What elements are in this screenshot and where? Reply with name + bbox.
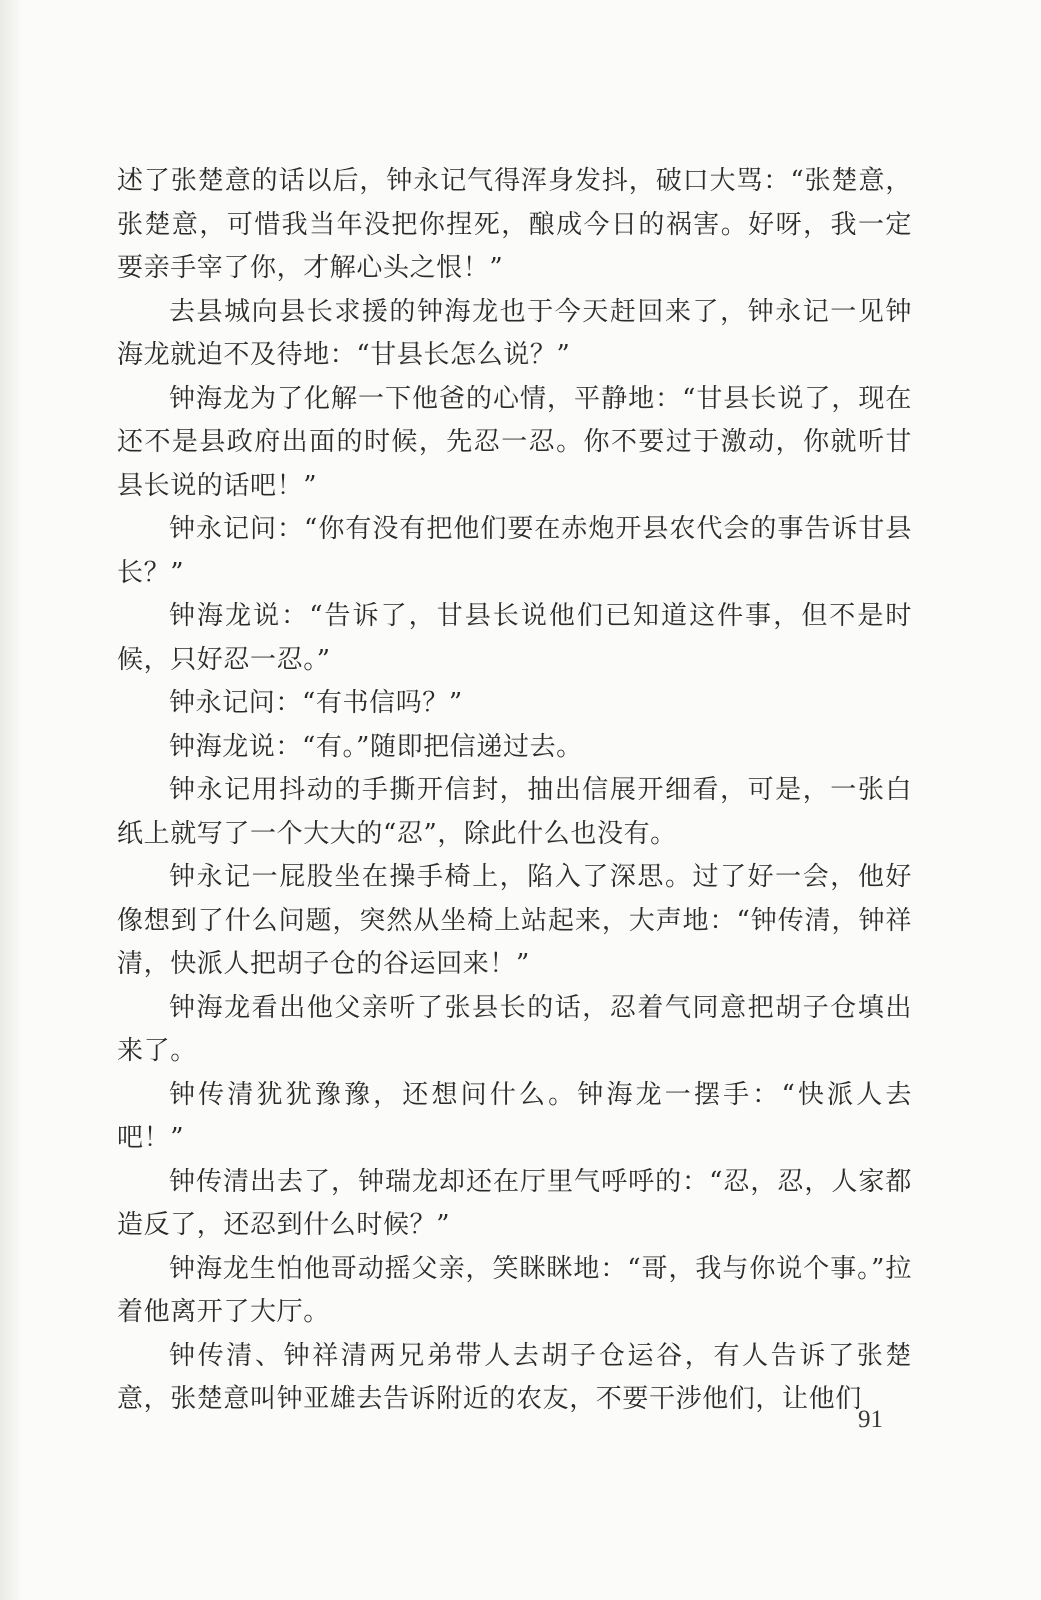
body-text	[117, 160, 912, 1422]
paragraph: 钟海龙看出他父亲听了张县长的话，忍着气同意把胡子仓填出来了。	[117, 992, 912, 1066]
paragraph: 述了张楚意的话以后，钟永记气得浑身发抖，破口大骂：“张楚意，张楚意，可惜我当年没把你捏死，酿成今日的祸害。好呀，我一定要亲手宰了你，才解心头之恨！”	[117, 166, 912, 283]
paragraph: 钟传清、钟祥清两兄弟带人去胡子仓运谷，有人告诉了张楚意，张楚意叫钟亚雄去告诉附近的农友，不要干涉他们，让他们	[117, 1340, 912, 1414]
paragraph: 钟永记一屁股坐在操手椅上，陷入了深思。过了好一会，他好像想到了什么问题，突然从坐椅上站起来，大声地：“钟传清，钟祥清，快派人把胡子仓的谷运回来！”	[117, 862, 912, 979]
paragraph: 钟永记问：“你有没有把他们要在赤炮开县农代会的事告诉甘县长？”	[117, 514, 912, 588]
paragraph: 钟永记用抖动的手撕开信封，抽出信展开细看，可是，一张白纸上就写了一个大大的“忍”，除此什么也没有。	[117, 775, 912, 849]
paragraph: 钟海龙为了化解一下他爸的心情，平静地：“甘县长说了，现在还不是县政府出面的时候，先忍一忍。你不要过于激动，你就听甘县长说的话吧！”	[117, 383, 912, 501]
paragraph: 钟传清犹犹豫豫，还想问什么。钟海龙一摆手：“快派人去吧！”	[117, 1079, 912, 1153]
paragraph: 钟传清出去了，钟瑞龙却还在厅里气呼呼的：“忍，忍，人家都造反了，还忍到什么时候？”	[117, 1166, 912, 1240]
paragraph: 去县城向县长求援的钟海龙也于今天赶回来了，钟永记一见钟海龙就迫不及待地：“甘县长怎么说？”	[117, 296, 912, 370]
paragraph: 钟永记问：“有书信吗？”	[169, 688, 463, 718]
paragraph: 钟海龙说：“告诉了，甘县长说他们已知道这件事，但不是时候，只好忍一忍。”	[117, 601, 912, 675]
page-number: 91	[858, 1406, 883, 1433]
paragraph: 钟海龙说：“有。”随即把信递过去。	[169, 731, 583, 762]
paragraph: 钟海龙生怕他哥动摇父亲，笑眯眯地：“哥，我与你说个事。”拉着他离开了大厅。	[117, 1253, 912, 1327]
